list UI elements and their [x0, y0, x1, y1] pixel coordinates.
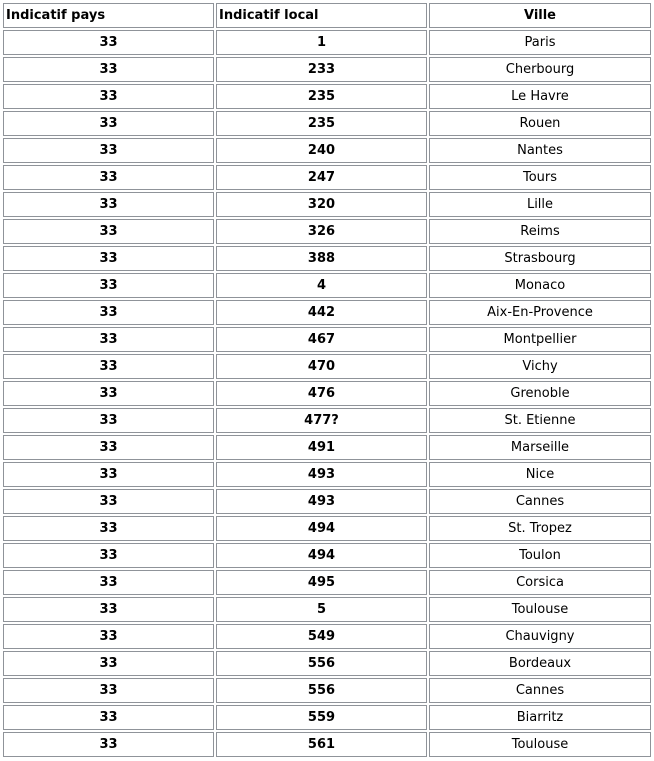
city-cell: St. Tropez: [429, 516, 651, 541]
city-cell: Nantes: [429, 138, 651, 163]
local-code-cell: 4: [216, 273, 427, 298]
local-code-cell: 442: [216, 300, 427, 325]
city-cell: Biarritz: [429, 705, 651, 730]
country-code-cell: 33: [3, 705, 214, 730]
local-code-cell: 476: [216, 381, 427, 406]
table-row: [3, 138, 651, 163]
country-code-cell: 33: [3, 462, 214, 487]
local-code-cell: 549: [216, 624, 427, 649]
local-code-cell: 326: [216, 219, 427, 244]
city-cell: Bordeaux: [429, 651, 651, 676]
country-code-cell: 33: [3, 570, 214, 595]
header-local-code: Indicatif local: [216, 3, 427, 28]
local-code-cell: 233: [216, 57, 427, 82]
city-cell: Toulouse: [429, 597, 651, 622]
table-row: [3, 165, 651, 190]
country-code-cell: 33: [3, 192, 214, 217]
local-code-cell: 494: [216, 543, 427, 568]
local-code-cell: 493: [216, 462, 427, 487]
table-body: [3, 30, 651, 757]
table-row: [3, 543, 651, 568]
city-cell: Grenoble: [429, 381, 651, 406]
city-cell: Strasbourg: [429, 246, 651, 271]
table-row: [3, 246, 651, 271]
country-code-cell: 33: [3, 543, 214, 568]
table-row: [3, 84, 651, 109]
city-cell: Le Havre: [429, 84, 651, 109]
country-code-cell: 33: [3, 408, 214, 433]
local-code-cell: 5: [216, 597, 427, 622]
table-row: [3, 651, 651, 676]
local-code-cell: 561: [216, 732, 427, 757]
table-row: [3, 516, 651, 541]
city-cell: Cherbourg: [429, 57, 651, 82]
local-code-cell: 491: [216, 435, 427, 460]
country-code-cell: 33: [3, 138, 214, 163]
table-row: [3, 435, 651, 460]
country-code-cell: 33: [3, 111, 214, 136]
table-row: [3, 624, 651, 649]
city-cell: Monaco: [429, 273, 651, 298]
table-row: [3, 219, 651, 244]
header-city: Ville: [429, 3, 651, 28]
local-code-cell: 388: [216, 246, 427, 271]
city-cell: Toulon: [429, 543, 651, 568]
header-row: [3, 3, 651, 28]
local-code-cell: 494: [216, 516, 427, 541]
table-row: [3, 408, 651, 433]
table-row: [3, 489, 651, 514]
local-code-cell: 556: [216, 678, 427, 703]
table-row: [3, 705, 651, 730]
country-code-cell: 33: [3, 732, 214, 757]
city-cell: Montpellier: [429, 327, 651, 352]
local-code-cell: 247: [216, 165, 427, 190]
country-code-cell: 33: [3, 57, 214, 82]
country-code-cell: 33: [3, 84, 214, 109]
table-row: [3, 354, 651, 379]
country-code-cell: 33: [3, 246, 214, 271]
city-cell: St. Etienne: [429, 408, 651, 433]
country-code-cell: 33: [3, 624, 214, 649]
country-code-cell: 33: [3, 219, 214, 244]
table-row: [3, 57, 651, 82]
city-cell: Aix-En-Provence: [429, 300, 651, 325]
city-cell: Rouen: [429, 111, 651, 136]
city-cell: Corsica: [429, 570, 651, 595]
local-code-cell: 495: [216, 570, 427, 595]
local-code-cell: 240: [216, 138, 427, 163]
header-country-code: Indicatif pays: [3, 3, 214, 28]
country-code-cell: 33: [3, 165, 214, 190]
local-code-cell: 559: [216, 705, 427, 730]
table-row: [3, 273, 651, 298]
city-cell: Paris: [429, 30, 651, 55]
country-code-cell: 33: [3, 273, 214, 298]
city-cell: Cannes: [429, 678, 651, 703]
country-code-cell: 33: [3, 597, 214, 622]
table-row: [3, 327, 651, 352]
city-cell: Toulouse: [429, 732, 651, 757]
local-code-cell: 467: [216, 327, 427, 352]
city-cell: Chauvigny: [429, 624, 651, 649]
country-code-cell: 33: [3, 354, 214, 379]
table-row: [3, 462, 651, 487]
dialing-codes-table: [1, 1, 653, 759]
local-code-cell: 235: [216, 111, 427, 136]
table-row: [3, 597, 651, 622]
table-row: [3, 300, 651, 325]
country-code-cell: 33: [3, 435, 214, 460]
city-cell: Reims: [429, 219, 651, 244]
table-row: [3, 570, 651, 595]
country-code-cell: 33: [3, 651, 214, 676]
country-code-cell: 33: [3, 489, 214, 514]
local-code-cell: 470: [216, 354, 427, 379]
table-row: [3, 30, 651, 55]
city-cell: Nice: [429, 462, 651, 487]
country-code-cell: 33: [3, 381, 214, 406]
local-code-cell: 235: [216, 84, 427, 109]
city-cell: Lille: [429, 192, 651, 217]
city-cell: Tours: [429, 165, 651, 190]
table-row: [3, 678, 651, 703]
country-code-cell: 33: [3, 327, 214, 352]
local-code-cell: 1: [216, 30, 427, 55]
city-cell: Marseille: [429, 435, 651, 460]
local-code-cell: 320: [216, 192, 427, 217]
country-code-cell: 33: [3, 30, 214, 55]
city-cell: Cannes: [429, 489, 651, 514]
table-row: [3, 732, 651, 757]
city-cell: Vichy: [429, 354, 651, 379]
country-code-cell: 33: [3, 516, 214, 541]
table-row: [3, 381, 651, 406]
local-code-cell: 477?: [216, 408, 427, 433]
country-code-cell: 33: [3, 300, 214, 325]
table-row: [3, 192, 651, 217]
table-row: [3, 111, 651, 136]
local-code-cell: 556: [216, 651, 427, 676]
country-code-cell: 33: [3, 678, 214, 703]
local-code-cell: 493: [216, 489, 427, 514]
